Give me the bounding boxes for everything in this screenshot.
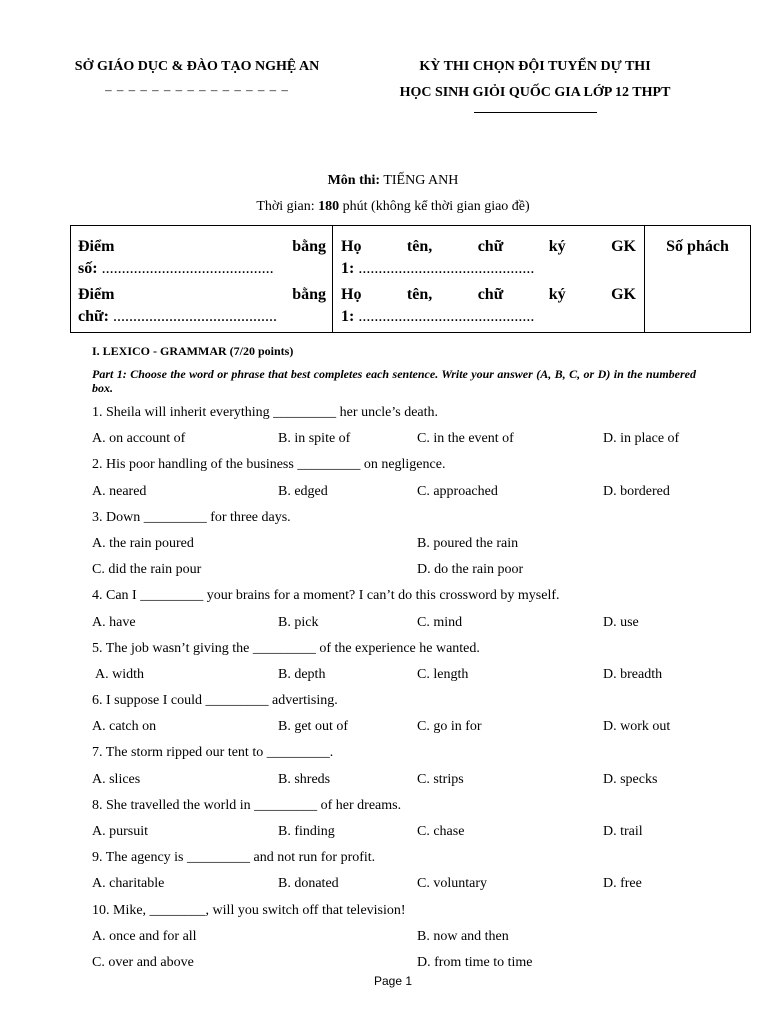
examiner-label: Họ tên, chữ ký GK	[341, 238, 636, 255]
question-8	[92, 793, 752, 845]
option-a: A. have	[92, 614, 136, 630]
time-label: Thời gian:	[256, 199, 315, 214]
candidate-code-cell	[645, 226, 750, 332]
question-options	[92, 819, 752, 845]
question-stem: 9. The agency is _________ and not run for profit.	[92, 850, 376, 866]
option-c: C. strips	[417, 771, 464, 787]
option-c: C. in the event of	[417, 431, 514, 447]
option-d: D. breadth	[603, 666, 663, 682]
exam-title-line2: HỌC SINH GIỎI QUỐC GIA LỚP 12 THPT	[399, 85, 671, 100]
examiner-field-2	[341, 284, 636, 328]
option-d: D. use	[603, 614, 639, 630]
score-table	[70, 225, 751, 333]
subject-line	[200, 172, 586, 190]
option-d: D. bordered	[603, 483, 670, 499]
time-line	[200, 198, 586, 216]
option-a: A. slices	[92, 771, 141, 787]
department-name: SỞ GIÁO DỤC & ĐÀO TẠO NGHỆ AN	[74, 59, 320, 74]
question-options	[92, 557, 752, 583]
score-in-numbers-label-end: số:	[78, 260, 98, 277]
option-a: A. neared	[92, 483, 147, 499]
option-b: B. shreds	[278, 771, 331, 787]
question-10	[92, 898, 752, 977]
examiner-blank: ............................................	[358, 308, 535, 325]
option-b: B. depth	[278, 666, 326, 682]
option-a: A. width	[95, 666, 144, 682]
question-options	[92, 426, 752, 452]
option-a: A. once and for all	[92, 928, 197, 944]
time-note: phút (không kể thời gian giao đề)	[342, 199, 530, 214]
question-options	[92, 531, 752, 557]
option-d: D. do the rain poor	[417, 562, 524, 578]
option-c: C. chase	[417, 824, 465, 839]
page-number: Page 1	[373, 974, 413, 988]
option-c: C. length	[417, 666, 469, 682]
question-stem: 6. I suppose I could _________ advertising.	[92, 693, 338, 709]
option-b: B. edged	[278, 483, 328, 499]
examiner-number: 1:	[341, 308, 355, 325]
option-b: B. get out of	[278, 719, 348, 735]
score-in-words-label-end: chữ:	[78, 308, 109, 325]
option-c: C. did the rain pour	[92, 562, 202, 578]
examiner-blank: ............................................	[358, 260, 535, 277]
option-a: A. pursuit	[92, 824, 148, 839]
option-a: A. on account of	[92, 431, 186, 447]
option-d: D. free	[603, 876, 642, 892]
examiner-field-1	[341, 236, 636, 280]
question-options	[92, 662, 752, 688]
question-6	[92, 688, 752, 740]
score-in-words-blank: .........................................	[112, 308, 277, 325]
question-stem: 4. Can I _________ your brains for a moment? I can’t do this crossword by myself.	[92, 588, 560, 604]
option-a: A. catch on	[92, 719, 157, 735]
option-b: B. now and then	[417, 928, 509, 944]
score-in-numbers-blank: ...........................................	[101, 260, 274, 277]
question-list	[92, 400, 752, 976]
score-in-numbers-label: Điểm bằng	[78, 238, 326, 255]
score-in-words-label: Điểm bằng	[78, 286, 326, 303]
option-d: D. work out	[603, 719, 671, 735]
examiner-number: 1:	[341, 260, 355, 277]
examiner-label: Họ tên, chữ ký GK	[341, 286, 636, 303]
exam-title-underline	[474, 112, 597, 113]
score-in-words-field	[78, 284, 326, 328]
question-stem: 5. The job wasn’t giving the _________ of the experience he wanted.	[92, 640, 480, 656]
time-minutes: 180	[318, 199, 340, 214]
option-c: C. over and above	[92, 954, 194, 970]
question-7	[92, 740, 752, 792]
subject-name: TIẾNG ANH	[383, 173, 459, 188]
question-3	[92, 505, 752, 584]
option-b: B. finding	[278, 824, 335, 839]
examiner-cell	[333, 226, 645, 332]
option-c: C. go in for	[417, 719, 482, 735]
question-2	[92, 452, 752, 504]
option-c: C. approached	[417, 483, 498, 499]
question-stem: 10. Mike, ________, will you switch off that television!	[92, 902, 406, 918]
option-b: B. in spite of	[278, 431, 351, 447]
subject-label: Môn thi:	[327, 173, 381, 188]
option-b: B. poured the rain	[417, 535, 519, 551]
candidate-code-label: Số phách	[666, 238, 729, 255]
option-d: D. trail	[603, 824, 643, 839]
option-d: D. from time to time	[417, 954, 533, 970]
section-title: I. LEXICO - GRAMMAR (7/20 points)	[92, 344, 294, 358]
question-stem: 7. The storm ripped our tent to _________.	[92, 745, 334, 761]
score-cell	[71, 226, 333, 332]
question-9	[92, 845, 752, 897]
option-c: C. voluntary	[417, 876, 487, 892]
question-options	[92, 714, 752, 740]
question-stem: 2. His poor handling of the business _________ on negligence.	[92, 457, 446, 473]
question-stem: 3. Down _________ for three days.	[92, 509, 291, 525]
question-5	[92, 636, 752, 688]
question-stem: 1. Sheila will inherit everything _________ her uncle’s death.	[92, 405, 439, 420]
option-b: B. donated	[278, 876, 339, 892]
score-in-numbers-field	[78, 236, 326, 280]
option-a: A. charitable	[92, 876, 165, 892]
question-1	[92, 400, 752, 452]
option-c: C. mind	[417, 614, 463, 630]
question-options	[92, 924, 752, 950]
question-stem: 8. She travelled the world in _________ of her dreams.	[92, 797, 402, 813]
option-d: D. specks	[603, 771, 658, 787]
option-d: D. in place of	[603, 431, 680, 447]
exam-title-line1: KỲ THI CHỌN ĐỘI TUYỂN DỰ THI	[419, 59, 651, 74]
question-options	[92, 871, 752, 897]
department-divider: – – – – – – – – – – – – – – – –	[105, 82, 289, 97]
part-instructions: Part 1: Choose the word or phrase that best completes each sentence. Write your answer (A, B, C, or D) in the numbered box.	[92, 367, 696, 395]
question-4	[92, 583, 752, 635]
option-b: B. pick	[278, 614, 319, 630]
question-options	[92, 610, 752, 636]
option-a: A. the rain poured	[92, 535, 194, 551]
question-options	[92, 767, 752, 793]
question-options	[92, 479, 752, 505]
